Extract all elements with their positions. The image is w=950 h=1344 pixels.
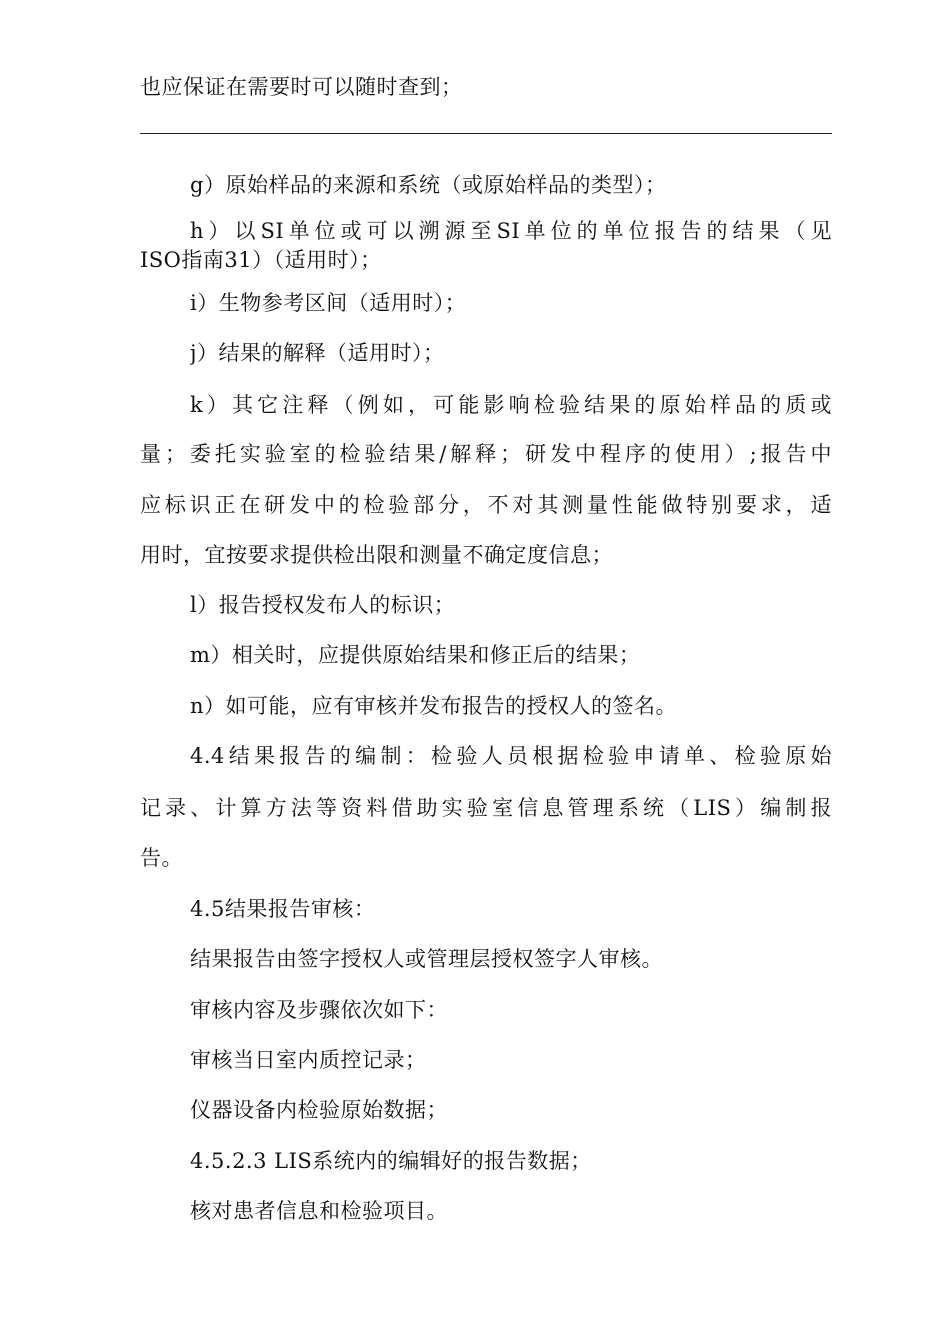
paragraph-text: 审核当日室内质控记录； [190,1048,427,1072]
list-item-k-continued: 应标识正在研发中的检验部分，不对其测量性能做特别要求，适 [140,493,832,517]
paragraph-text: 核对患者信息和检验项目。 [190,1199,448,1223]
text-line: 也应保证在需要时可以随时查到； [140,75,463,99]
section-4-4: 4.4结果报告的编制：检验人员根据检验申请单、检验原始 [190,744,832,768]
paragraph-text: 仪器设备内检验原始数据； [190,1098,448,1122]
list-item-k-continued: 用时，宜按要求提供检出限和测量不确定度信息； [140,543,613,567]
section-4-5-heading: 4.5结果报告审核： [190,897,376,921]
paragraph-text: 结果报告由签字授权人或管理层授权签字人审核。 [190,947,663,971]
section-4-5-2-3: 4.5.2.3 LIS系统内的编辑好的报告数据； [190,1149,592,1173]
list-item-n: n）如可能，应有审核并发布报告的授权人的签名。 [190,694,678,718]
paragraph-text: 审核内容及步骤依次如下： [190,998,448,1022]
list-item-k: k）其它注释（例如，可能影响检验结果的原始样品的质或 [190,393,832,417]
list-item-h-continued: ISO指南31）（适用时）； [140,248,382,272]
list-item-g: g）原始样品的来源和系统（或原始样品的类型）； [190,173,667,197]
list-item-i: i）生物参考区间（适用时）； [190,291,467,315]
list-item-l: l）报告授权发布人的标识； [190,593,456,617]
list-item-h: h）以SI单位或可以溯源至SI单位的单位报告的结果（见 [190,219,832,243]
list-item-j: j）结果的解释（适用时）； [190,341,445,365]
list-item-m: m）相关时，应提供原始结果和修正后的结果； [190,643,641,667]
section-4-4-continued: 记录、计算方法等资料借助实验室信息管理系统（LIS）编制报 [140,796,832,820]
section-4-4-continued: 告。 [140,846,183,870]
horizontal-rule [140,133,832,134]
list-item-k-continued: 量；委托实验室的检验结果/解释；研发中程序的使用）;报告中 [140,442,832,466]
